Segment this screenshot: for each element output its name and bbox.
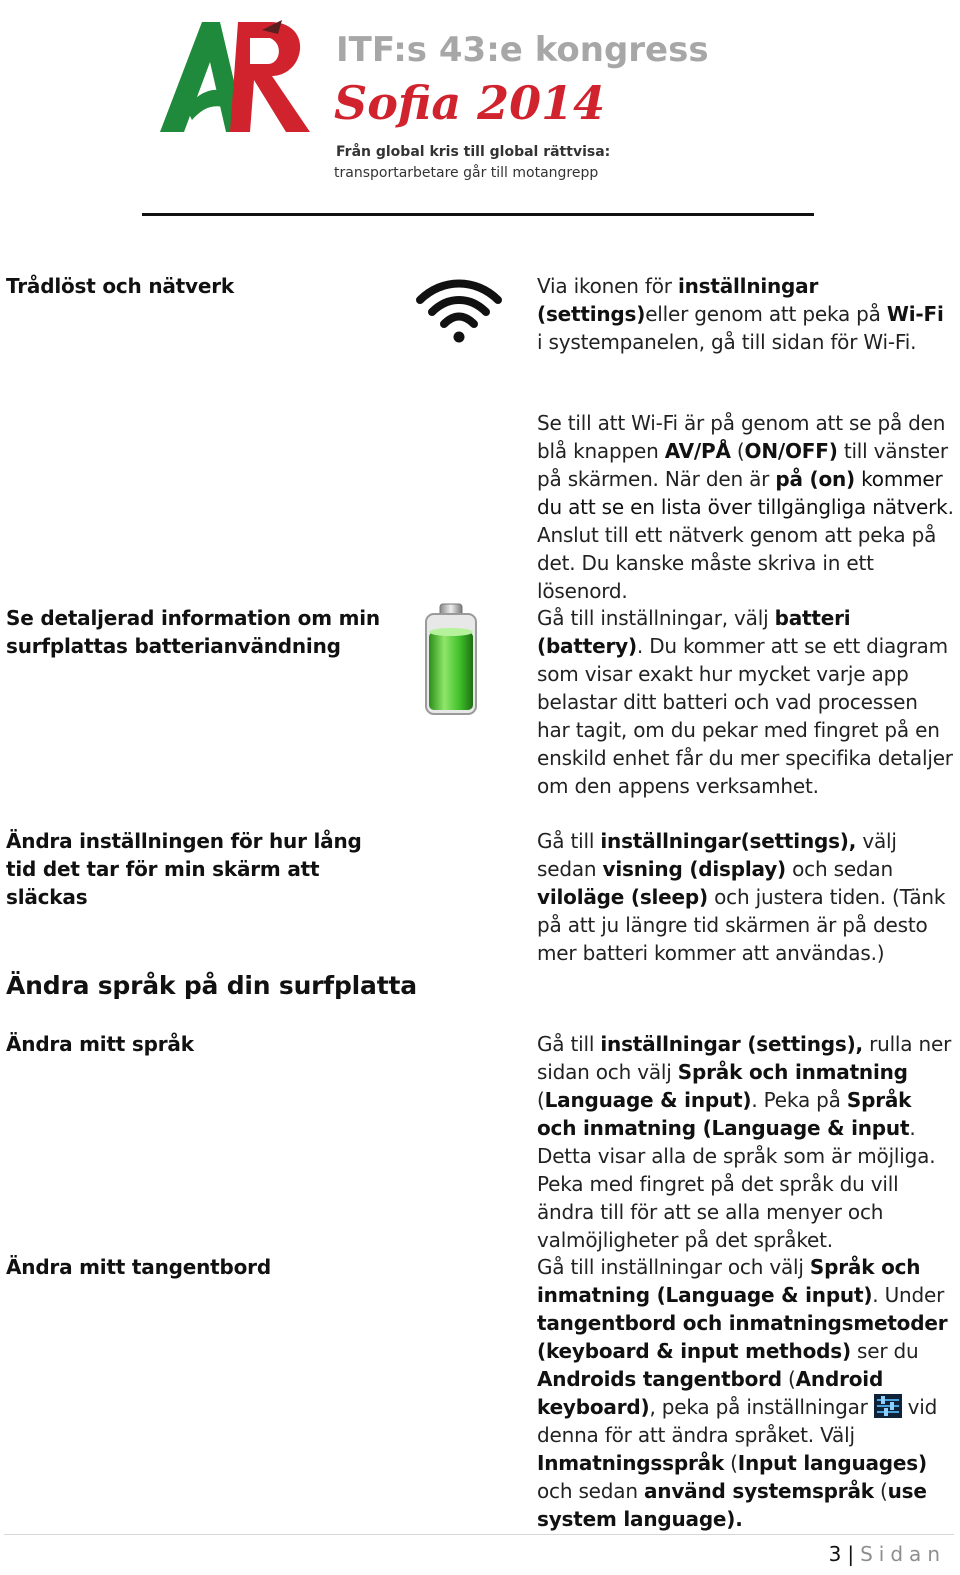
page-footer bbox=[829, 1540, 946, 1568]
language-heading: Ändra mitt språk bbox=[6, 1032, 194, 1056]
wifi-icon bbox=[416, 278, 502, 344]
settings-sliders-icon bbox=[874, 1394, 902, 1418]
keyboard-heading: Ändra mitt tangentbord bbox=[6, 1255, 271, 1279]
logo-city: Sofia 2014 bbox=[334, 76, 606, 130]
language-section-title: Ändra språk på din surfplatta bbox=[6, 971, 417, 1000]
battery-icon bbox=[420, 602, 486, 718]
logo bbox=[150, 0, 709, 200]
screen-timeout-paragraph: Gå till inställningar(settings), välj sedan visning (display) och sedan viloläge (sleep) och justera tiden. (Tänk på att ju längre tid skärmen är på desto mer batteri kommer att användas.) bbox=[537, 829, 946, 965]
logo-title: ITF:s 43:e kongress bbox=[336, 30, 709, 70]
footer-separator: | bbox=[847, 1542, 855, 1566]
wifi-paragraph-1: Via ikonen för inställningar (settings)eller genom att peka på Wi-Fi i systempanelen, gå till sidan för Wi-Fi. bbox=[537, 274, 944, 354]
wifi-paragraph-2: Se till att Wi-Fi är på genom att se på den blå knappen AV/PÅ (ON/OFF) till vänster på skärmen. När den är på (on) kommer du att se en lista över tillgängliga nätverk. Anslut till ett nätverk genom att peka på det. Du kanske måste skriva in ett lösenord. bbox=[537, 411, 954, 603]
header-rule bbox=[142, 213, 814, 216]
itf-logo-mark bbox=[150, 4, 330, 144]
page-number: 3 bbox=[828, 1542, 842, 1566]
page-label: Sidan bbox=[860, 1542, 946, 1566]
screen-timeout-heading: Ändra inställningen för hur lång tid det tar för min skärm att släckas bbox=[6, 829, 362, 909]
battery-paragraph: Gå till inställningar, välj batteri (battery). Du kommer att se ett diagram som visar exakt hur mycket varje app belastar ditt batteri och vad processen har tagit, om du pekar med fingret på en enskild enhet får du mer specifika detaljer om den appens verksamhet. bbox=[537, 606, 953, 798]
language-paragraph: Gå till inställningar (settings), rulla ner sidan och välj Språk och inmatning (Language & input). Peka på Språk och inmatning (Language & input. Detta visar alla de språk som är möjliga. Peka med fingret på det språk du vill ändra till för att se alla menyer och valmöjligheter på det språket. bbox=[537, 1032, 952, 1252]
wifi-heading: Trådlöst och nätverk bbox=[6, 274, 235, 298]
footer-rule bbox=[4, 1534, 954, 1535]
keyboard-paragraph: Gå till inställningar och välj Språk och inmatning (Language & input). Under tangentbord och inmatningsmetoder (keyboard & input methods) ser du Androids tangentbord (Android keyboard), peka på inställningar vid denna för att ändra språket. Välj Inmatningsspråk (Input languages) och sedan använd systemspråk (use system language). bbox=[537, 1255, 948, 1531]
logo-subtitle-line1: Från global kris till global rättvisa: bbox=[336, 144, 611, 160]
logo-subtitle-line2: transportarbetare går till motangrepp bbox=[334, 165, 599, 181]
battery-heading: Se detaljerad information om min surfplattas batterianvändning bbox=[6, 606, 380, 658]
